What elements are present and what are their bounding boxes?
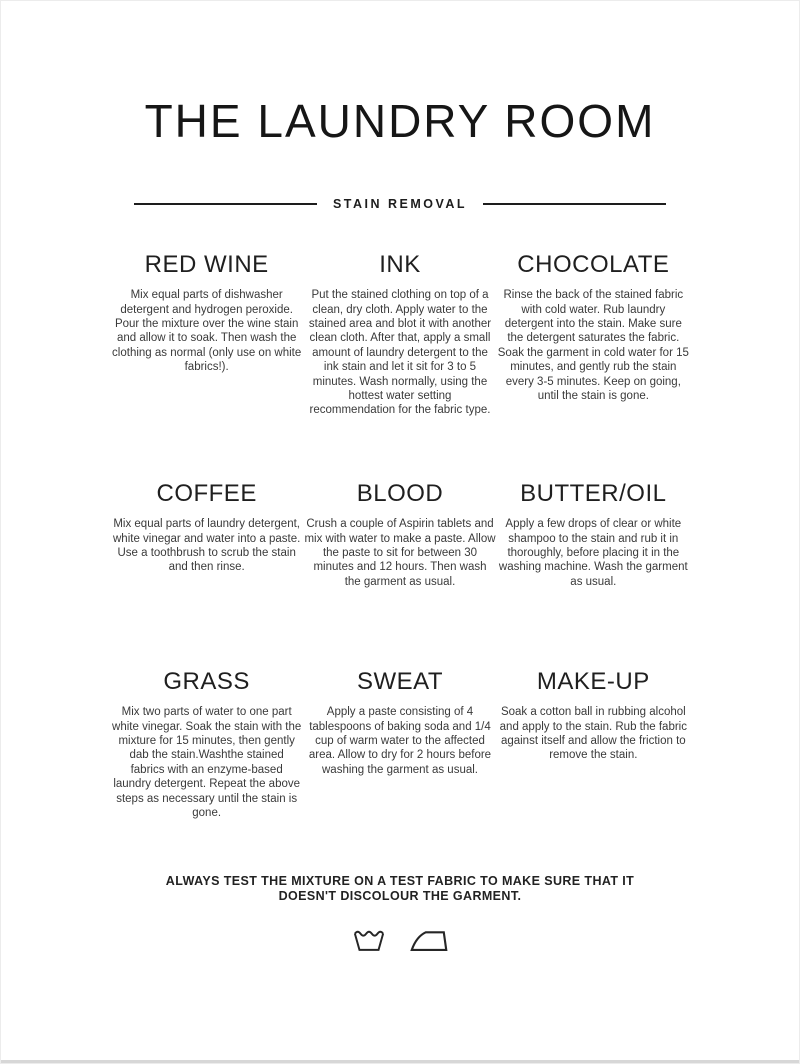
stain-section-coffee xyxy=(111,480,302,668)
section-body: Crush a couple of Aspirin tablets and mix with water to make a paste. Allow the paste to sit for between 30 minutes and 12 hours. Then wash the garment as usual. xyxy=(304,518,496,588)
section-heading: RED WINE xyxy=(144,250,269,278)
divider-line-right xyxy=(483,203,666,205)
section-body: Mix two parts of water to one part white vinegar. Soak the stain with the mixture for 15 minutes, then gently dab the stain.Washthe stained fabrics with an enzyme-based laundry detergent. Repeat the above steps as necessary until the stain is gone. xyxy=(112,706,302,820)
stain-section-ink xyxy=(304,251,495,480)
stain-section-make-up xyxy=(498,668,689,821)
section-heading: INK xyxy=(379,250,421,278)
care-icons xyxy=(0,928,800,952)
section-heading: GRASS xyxy=(163,667,250,695)
iron-icon xyxy=(410,929,448,952)
stain-section-blood xyxy=(304,480,495,668)
section-body: Mix equal parts of dishwasher detergent and hydrogen peroxide. Pour the mixture over the wine stain and allow it to soak. Then wash the clothing as normal (only use on white fabrics!). xyxy=(112,289,302,374)
subtitle-divider xyxy=(134,197,666,211)
section-heading: MAKE-UP xyxy=(536,667,650,695)
section-body: Apply a paste consisting of 4 tablespoons of baking soda and 1/4 cup of warm water to the affected area. Allow to dry for 2 hours before washing the garment as usual. xyxy=(308,706,492,776)
stain-grid xyxy=(111,251,689,821)
stain-section-grass xyxy=(111,668,302,821)
stain-section-chocolate xyxy=(498,251,689,480)
section-heading: BLOOD xyxy=(356,479,444,507)
section-heading: BUTTER/OIL xyxy=(520,479,667,507)
divider-line-left xyxy=(134,203,317,205)
section-heading: CHOCOLATE xyxy=(517,250,670,278)
section-body: Mix equal parts of laundry detergent, white vinegar and water into a paste. Use a toothbrush to scrub the stain and then rinse. xyxy=(113,518,301,574)
wash-tub-icon xyxy=(352,928,386,952)
stain-section-red-wine xyxy=(111,251,302,480)
footer-note: ALWAYS TEST THE MIXTURE ON A TEST FABRIC TO MAKE SURE THAT IT DOESN'T DISCOLOUR THE GARMENT. xyxy=(165,874,635,904)
section-body: Rinse the back of the stained fabric with cold water. Rub laundry detergent into the stain. Make sure the detergent saturates the fabric. Soak the garment in cold water for 15 minutes, and gently rub the stain every 3-5 minutes. Keep on going, until the stain is gone. xyxy=(497,289,689,403)
section-body: Apply a few drops of clear or white shampoo to the stain and rub it in thoroughly, before placing it in the washing machine. Wash the garment as usual. xyxy=(498,518,688,588)
stain-section-sweat xyxy=(304,668,495,821)
section-heading: SWEAT xyxy=(356,667,444,695)
stain-section-butter-oil xyxy=(498,480,689,668)
subtitle: STAIN REMOVAL xyxy=(332,196,468,211)
section-body: Put the stained clothing on top of a clean, dry cloth. Apply water to the stained area and blot it with another clean cloth. After that, apply a small amount of laundry detergent to the ink stain and let it sit for 3 to 5 minutes. Wash normally, using the hottest water setting recommendation for the fabric type. xyxy=(308,289,492,417)
section-body: Soak a cotton ball in rubbing alcohol and apply to the stain. Rub the fabric against itself and allow the friction to remove the stain. xyxy=(499,706,687,762)
page-title: THE LAUNDRY ROOM xyxy=(144,95,656,147)
section-heading: COFFEE xyxy=(156,479,257,507)
